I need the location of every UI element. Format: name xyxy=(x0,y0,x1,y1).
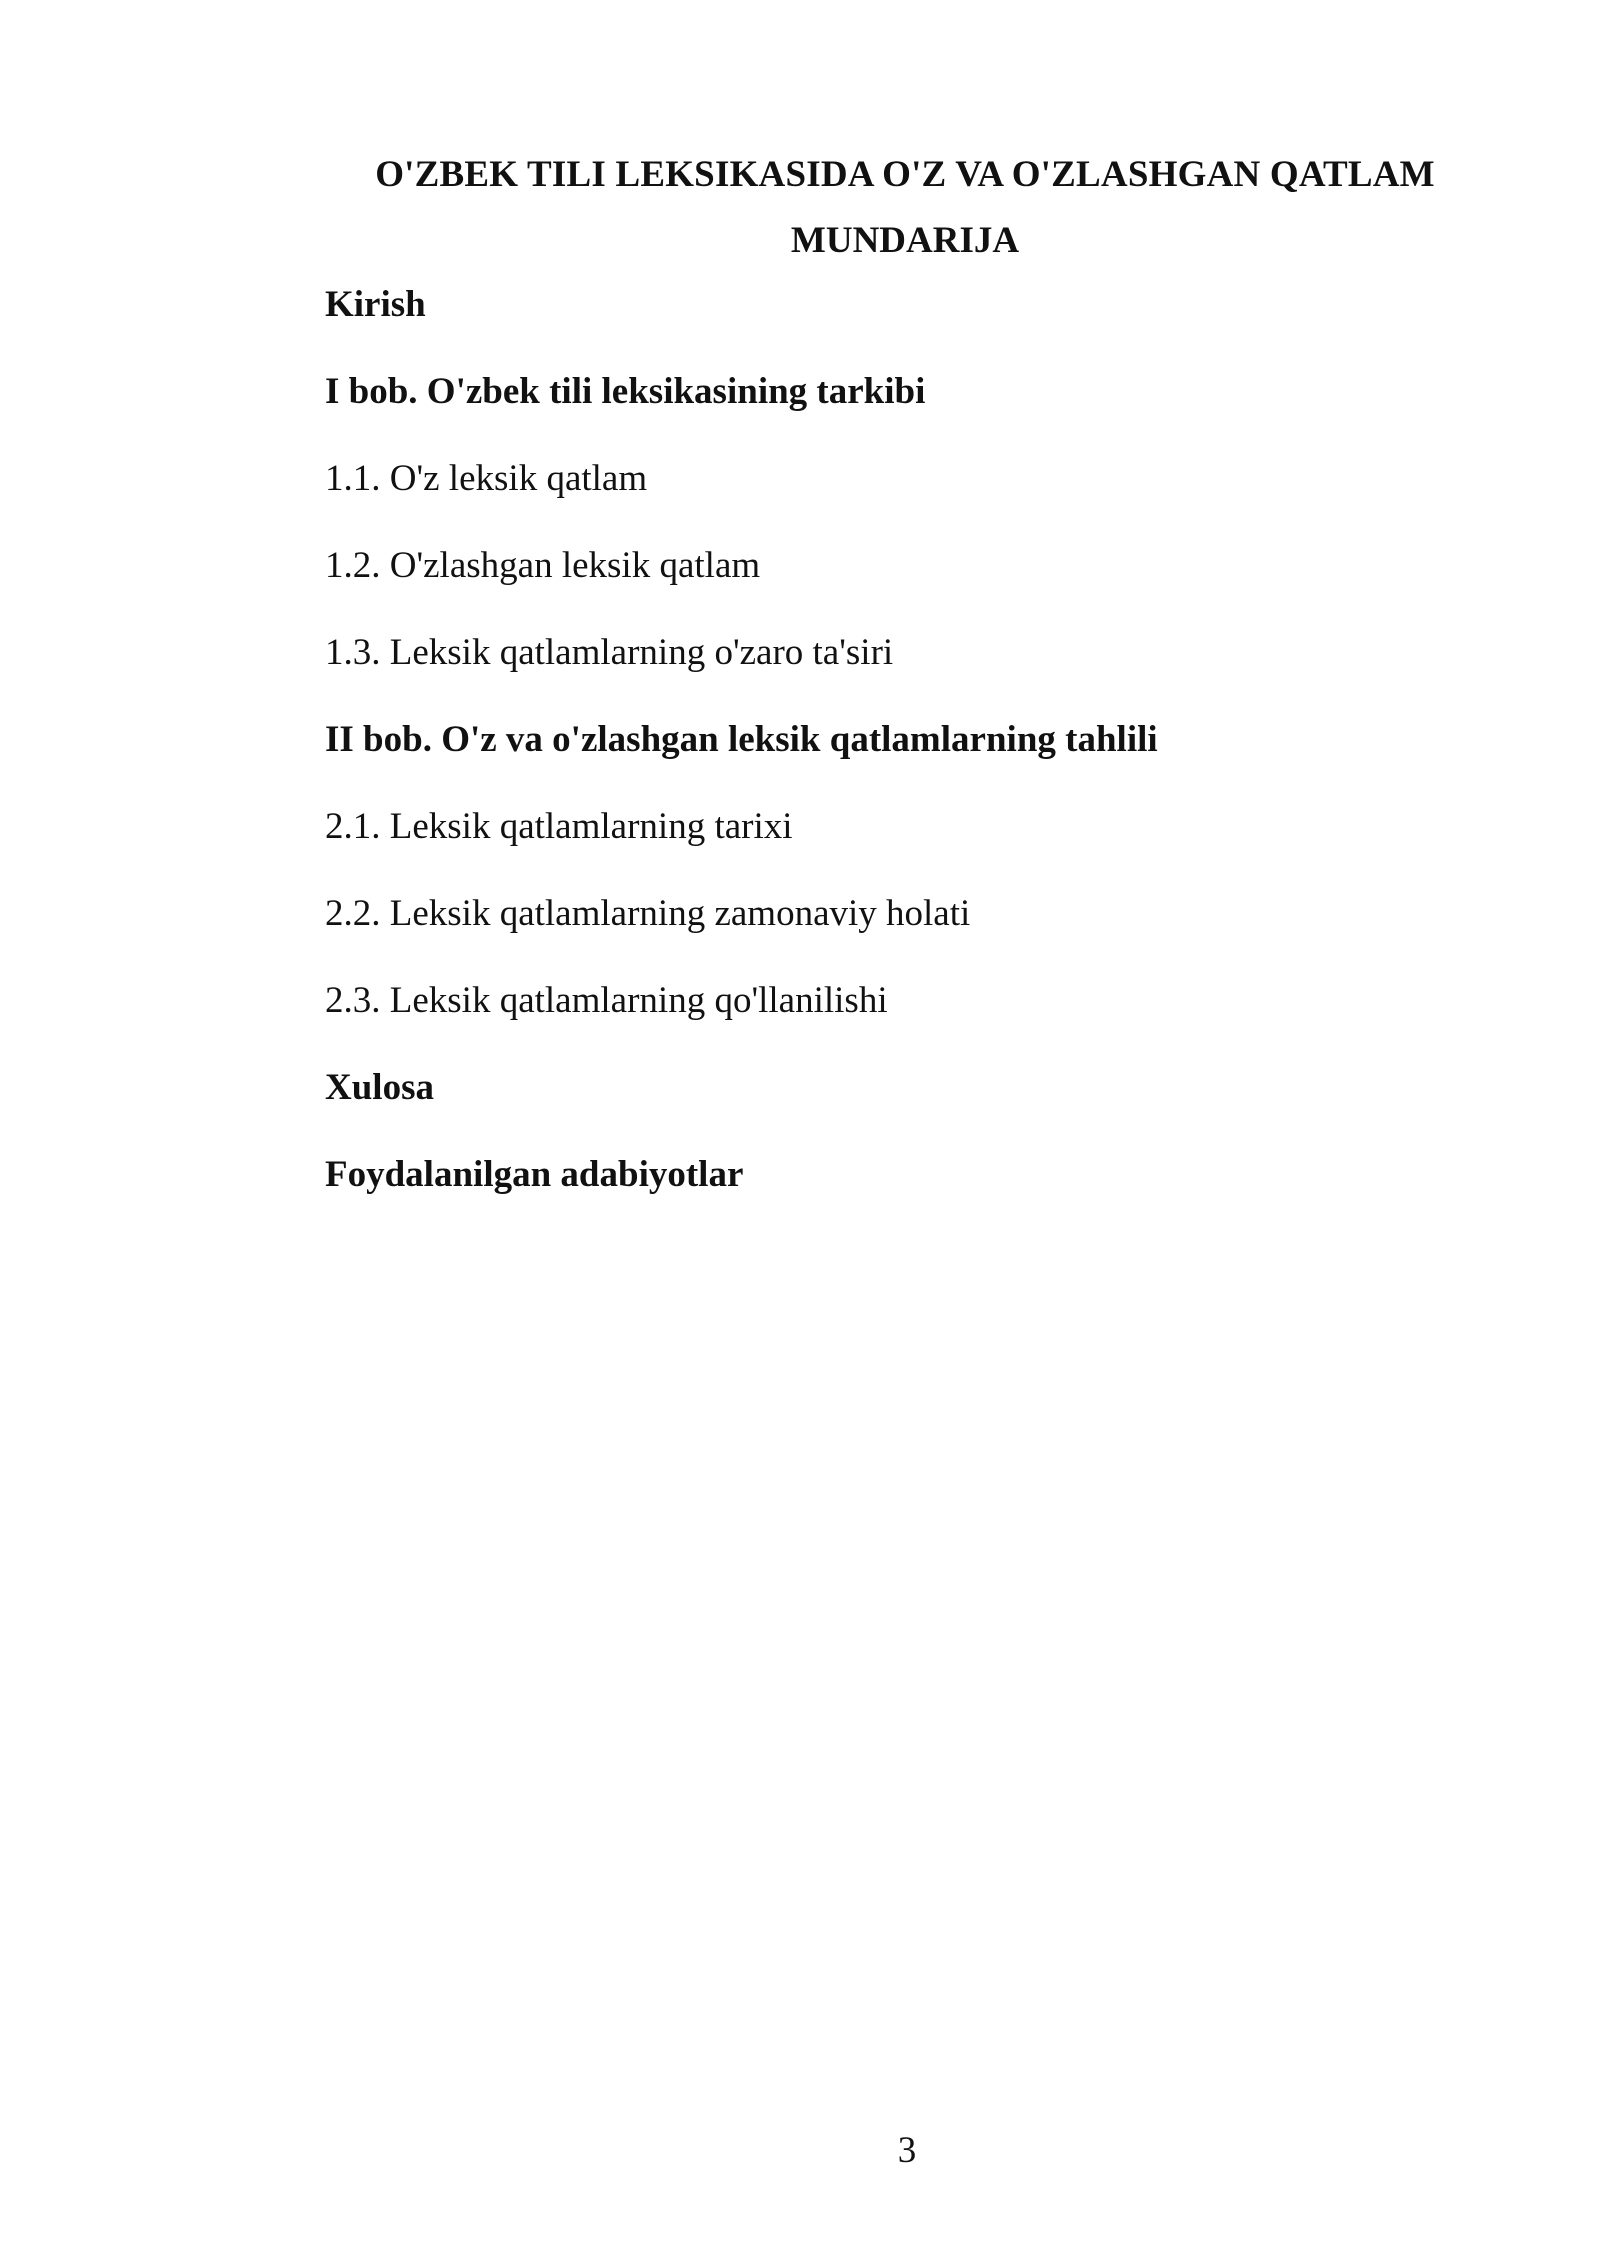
table-of-contents xyxy=(325,280,1485,1237)
page-number: 3 xyxy=(897,2130,917,2171)
toc-item-section-1-2: 1.2. O'zlashgan leksik qatlam xyxy=(325,545,761,586)
toc-item-kirish: Kirish xyxy=(325,284,426,325)
toc-item-chapter-2: II bob. O'z va o'zlashgan leksik qatlamlarning tahlili xyxy=(325,719,1158,760)
toc-item-section-1-1: 1.1. O'z leksik qatlam xyxy=(325,458,648,499)
document-title: O'ZBEK TILI LEKSIKASIDA O'Z VA O'ZLASHGAN QATLAM xyxy=(375,154,1435,195)
toc-item-references: Foydalanilgan adabiyotlar xyxy=(325,1154,744,1195)
toc-item-section-2-3: 2.3. Leksik qatlamlarning qo'llanilishi xyxy=(325,980,888,1021)
toc-item-chapter-1: I bob. O'zbek tili leksikasining tarkibi xyxy=(325,371,926,412)
toc-item-xulosa: Xulosa xyxy=(325,1067,434,1108)
toc-item-section-2-1: 2.1. Leksik qatlamlarning tarixi xyxy=(325,806,793,847)
toc-heading: MUNDARIJA xyxy=(790,220,1020,261)
toc-item-section-1-3: 1.3. Leksik qatlamlarning o'zaro ta'siri xyxy=(325,632,894,673)
toc-item-section-2-2: 2.2. Leksik qatlamlarning zamonaviy holati xyxy=(325,893,971,934)
